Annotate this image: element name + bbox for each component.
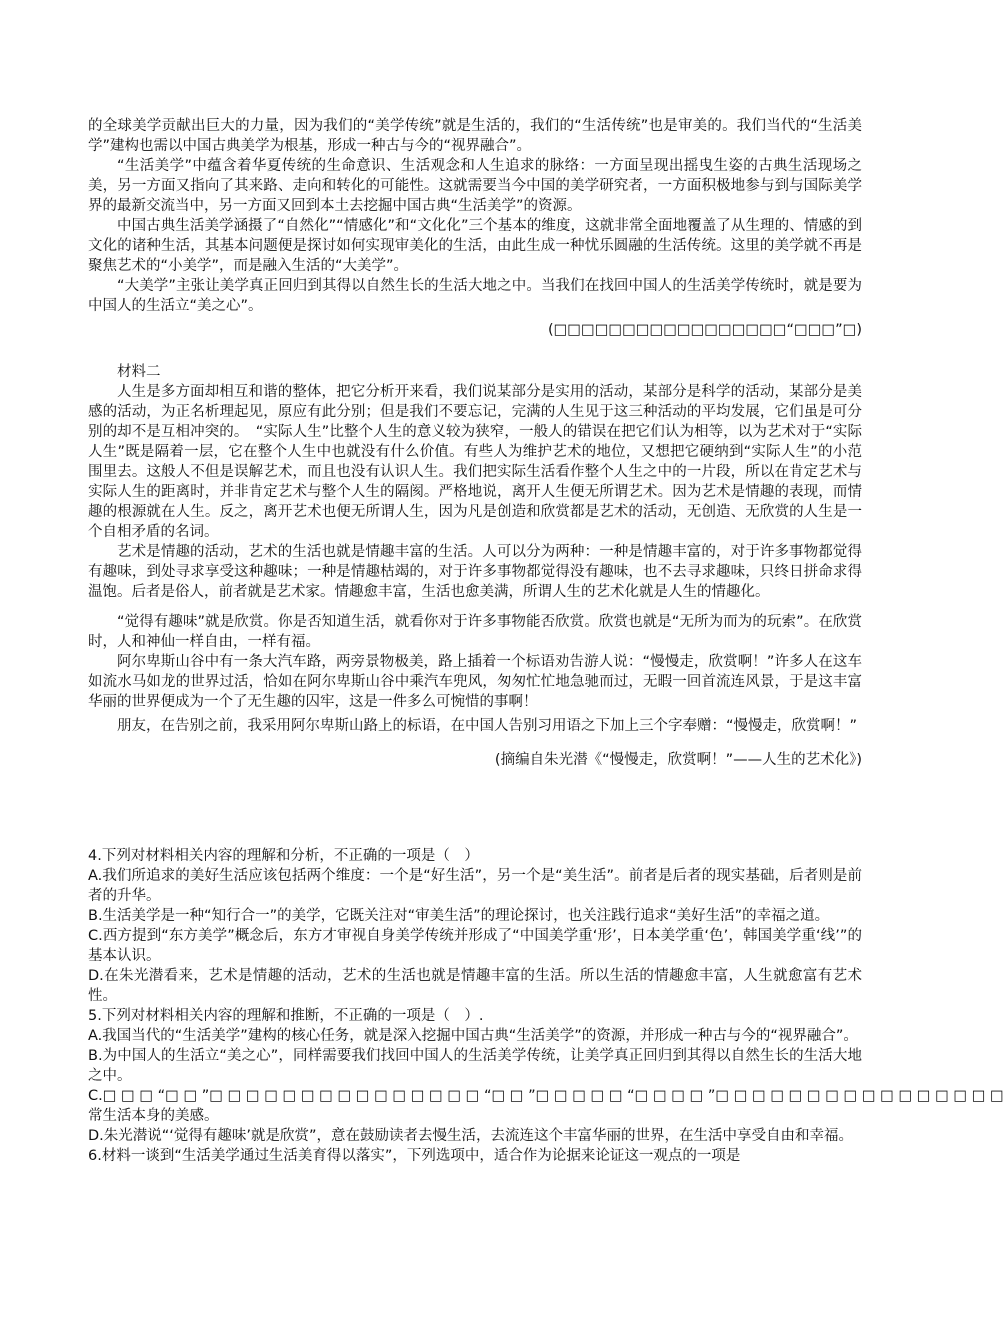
section-heading: 材料二 (117, 364, 161, 380)
option-d: D.在朱光潜看来，艺术是情趣的活动，艺术的生活也就是情趣丰富的生活。所以生活的情趣愈丰富，人生就愈富有艺术性。 (88, 968, 862, 1004)
source-citation: (摘编自朱光潜《“慢慢走，欣赏啊！”——人生的艺术化》) (494, 752, 862, 768)
paragraph: 朋友，在告别之前，我采用阿尔卑斯山路上的标语，在中国人告别习用语之下加上三个字奉赠：“慢慢走，欣赏啊！” (117, 718, 858, 734)
paragraph: “生活美学”中蕴含着华夏传统的生命意识、生活观念和人生追求的脉络：一方面呈现出摇曳生姿的古典生活现场之美，另一方面又指向了其来路、走向和转化的可能性。这就需要当今中国的美学研究者，一方面积极地参与到与国际美学界的最新交流当中，另一方面又回到本土去挖掘中国古典“生活美学”的资源。 (88, 158, 862, 214)
material-two (88, 362, 862, 770)
question-5: 5.下列对材料相关内容的理解和推断，不正确的一项是（ ）. (88, 1008, 484, 1024)
questions-section (88, 846, 1004, 1166)
option-a: A.我们所追求的美好生活应该包括两个维度：一个是“好生活”，另一个是“美生活”。前者是后者的现实基础，后者则是前者的升华。 (88, 868, 862, 904)
paragraph: 艺术是情趣的活动，艺术的生活也就是情趣丰富的生活。人可以分为两种：一种是情趣丰富的，对于许多事物都觉得有趣味，到处寻求享受这种趣味；一种是情趣枯竭的，对于许多事物都觉得没有趣味，也不去寻求趣味，只终日拼命求得温饱。后者是俗人，前者就是艺术家。情趣愈丰富，生活也愈美满，所谓人生的艺术化就是人生的情趣化。 (88, 544, 862, 600)
option-b: B.为中国人的生活立“美之心”，同样需要我们找回中国人的生活美学传统，让美学真正回归到其得以自然生长的生活大地之中。 (88, 1048, 862, 1084)
question-6: 6.材料一谈到“生活美学通过生活美育得以落实”，下列选项中，适合作为论据来论证这一观点的一项是 (88, 1148, 741, 1164)
option-c-continued: 常生活本身的美感。 (88, 1108, 219, 1124)
paragraph: “觉得有趣味”就是欣赏。你是否知道生活，就看你对于许多事物能否欣赏。欣赏也就是“无所为而为的玩索”。在欣赏时，人和神仙一样自由，一样有福。 (88, 614, 862, 650)
question-4: 4.下列对材料相关内容的理解和分析，不正确的一项是（ ） (88, 848, 479, 864)
paragraph: 人生是多方面却相互和谐的整体，把它分析开来看，我们说某部分是实用的活动，某部分是科学的活动，某部分是美感的活动，为正名析理起见，原应有此分别；但是我们不要忘记，完满的人生见于这三种活动的平均发展，它们虽是可分别的却不是互相冲突的。 “实际人生”比整个人生的意义较为狭窄，一般人的错误在把它们认为相等，以为艺术对于“实际人生”既是隔着一层，它在整个人生中也就没有什么价值。有些人为维护艺术的地位，又想把它硬纳到“实际人生”的小范围里去。这般人不但是误解艺术，而且也没有认识人生。我们把实际生活看作整个人生之中的一片段，所以在肯定艺术与实际人生的距离时，并非肯定艺术与整个人生的隔阂。严格地说，离开人生便无所谓艺术。因为艺术是情趣的表现，而情趣的根源就在人生。反之，离开艺术也便无所谓人生，因为凡是创造和欣赏都是艺术的活动，无创造、无欣赏的人生是一个自相矛盾的名词。 (88, 384, 862, 540)
option-d: D.朱光潜说“‘觉得有趣味’就是欣赏”，意在鼓励读者去慢生活，去流连这个丰富华丽的世界，在生活中享受自由和幸福。 (88, 1128, 854, 1144)
option-a: A.我国当代的“生活美学”建构的核心任务，就是深入挖掘中国古典“生活美学”的资源，并形成一种古与今的“视界融合”。 (88, 1028, 858, 1044)
option-b: B.生活美学是一种“知行合一”的美学，它既关注对“审美生活”的理论探讨，也关注践行追求“美好生活”的幸福之道。 (88, 908, 830, 924)
source-citation: (□□□□□□□□□□□□□□□□□“□□□”□) (547, 322, 862, 338)
material-one (88, 116, 862, 340)
option-c: C.西方提到“东方美学”概念后，东方才审视自身美学传统并形成了“中国美学重‘形’，日本美学重‘色’，韩国美学重‘线’”的基本认识。 (88, 928, 862, 964)
paragraph: “大美学”主张让美学真正回归到其得以自然生长的生活大地之中。当我们在找回中国人的生活美学传统时，就是要为中国人的生活立“美之心”。 (88, 278, 862, 314)
paragraph: 中国古典生活美学涵摄了“自然化”“情感化”和“文化化”三个基本的维度，这就非常全面地覆盖了从生理的、情感的到文化的诸种生活，其基本问题便是探讨如何实现审美化的生活，由此生成一种忧乐圆融的生活传统。这里的美学就不再是聚焦艺术的“小美学”，而是融入生活的“大美学”。 (88, 218, 862, 274)
paragraph: 阿尔卑斯山谷中有一条大汽车路，两旁景物极美，路上插着一个标语劝告游人说：“慢慢走，欣赏啊！”许多人在这车如流水马如龙的世界过活，恰如在阿尔卑斯山谷中乘汽车兜风，匆匆忙忙地急驰而过，无暇一回首流连风景，于是这丰富华丽的世界便成为一个了无生趣的囚牢，这是一件多么可惋惜的事啊！ (88, 654, 862, 710)
paragraph-continued: 的全球美学贡献出巨大的力量，因为我们的“美学传统”就是生活的，我们的“生活传统”也是审美的。我们当代的“生活美学”建构也需以中国古典美学为根基，形成一种古与今的“视界融合”。 (88, 118, 862, 154)
option-c-garbled: C.□ □ □ “□ □ ”□ □ □ □ □ □ □ □ □ □ □ □ □ □ □ “□ □ ”□ □ □ □ □ “□ □ □ □ ”□ □ □ □ □ □ □ □ □ □ □ □ □ □ □ □ (88, 1088, 1004, 1104)
